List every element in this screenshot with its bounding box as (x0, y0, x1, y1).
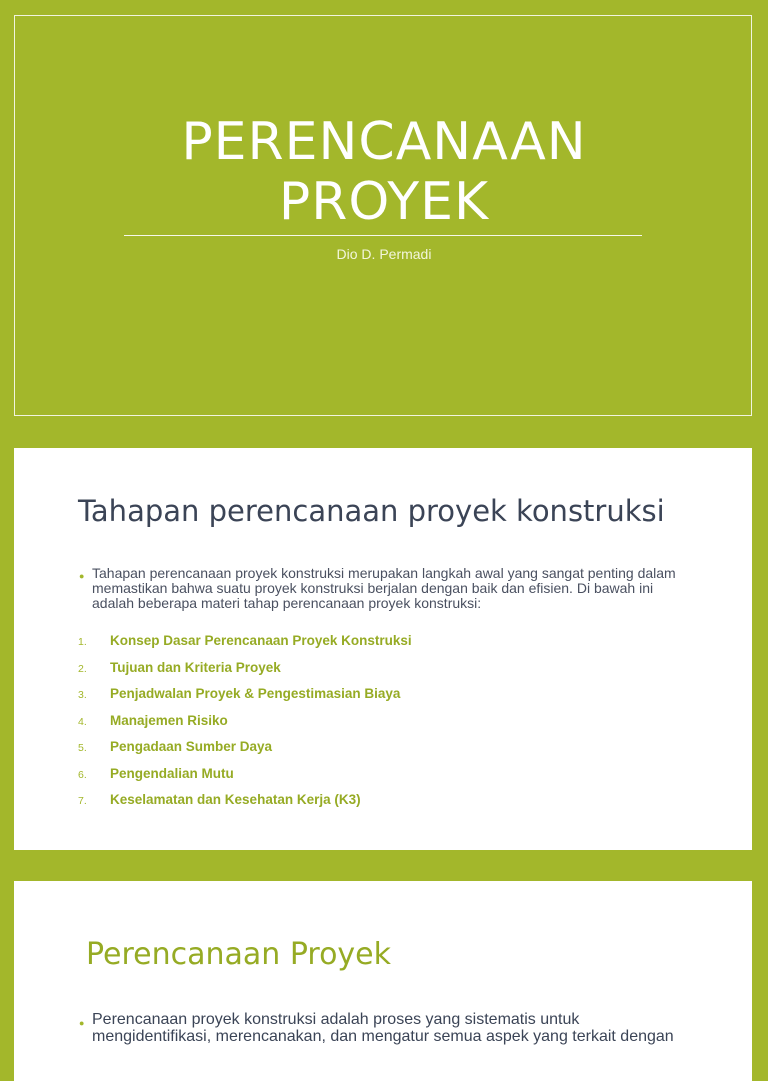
list-item-label: Penjadwalan Proyek & Pengestimasian Biaya (110, 686, 401, 701)
bullet-dot-icon: ● (79, 571, 85, 581)
list-number: 7. (78, 795, 87, 807)
intro-bullet-text: Tahapan perencanaan proyek konstruksi merupakan langkah awal yang sangat penting dalam memastikan bahwa suatu proyek konstruksi berjalan dengan baik dan efisien. Di bawah ini adalah beberapa materi tahap perencanaan proyek konstruksi: (92, 565, 676, 611)
bullet-dot-icon: ● (79, 1018, 85, 1028)
list-number: 6. (78, 768, 87, 781)
slide-heading: Perencanaan Proyek (86, 937, 392, 972)
list-item-label: Keselamatan dan Kesehatan Kerja (K3) (110, 792, 361, 807)
intro-bullet (79, 565, 692, 611)
list-number: 3. (78, 689, 87, 701)
stages-slide (0, 433, 768, 865)
list-item (78, 766, 412, 793)
slide-content-panel (14, 448, 752, 850)
list-number: 1. (78, 636, 87, 648)
list-number: 5. (78, 742, 87, 754)
list-item-label: Manajemen Risiko (110, 712, 228, 728)
definition-bullet (79, 1011, 702, 1045)
list-item (78, 633, 412, 660)
list-item-label: Konsep Dasar Perencanaan Proyek Konstruksi (110, 633, 412, 648)
list-item (78, 713, 412, 740)
presentation-author: Dio D. Permadi (336, 246, 432, 262)
title-divider (124, 235, 642, 236)
planning-slide (0, 866, 768, 1045)
list-number: 4. (78, 715, 87, 728)
list-item (78, 686, 412, 713)
title-line-2: PROYEK (278, 172, 490, 232)
list-item-label: Tujuan dan Kriteria Proyek (110, 659, 281, 675)
list-item-label: Pengadaan Sumber Daya (110, 739, 273, 754)
slide-heading: Tahapan perencanaan proyek konstruksi (78, 494, 665, 528)
definition-bullet-text: Perencanaan proyek konstruksi adalah proses yang sistematis untuk mengidentifikasi, merencanakan, dan mengatur semua aspek yang terkait dengan (92, 1011, 674, 1045)
list-item (78, 739, 412, 766)
list-item-label: Pengendalian Mutu (110, 765, 234, 781)
list-item (78, 660, 412, 687)
list-number: 2. (78, 662, 87, 675)
slide-content-panel (14, 881, 752, 1081)
title-slide (0, 0, 768, 432)
list-item (78, 792, 412, 819)
title-line-1: PERENCANAAN (181, 112, 587, 172)
stages-list (78, 633, 412, 819)
presentation-title (0, 112, 768, 232)
